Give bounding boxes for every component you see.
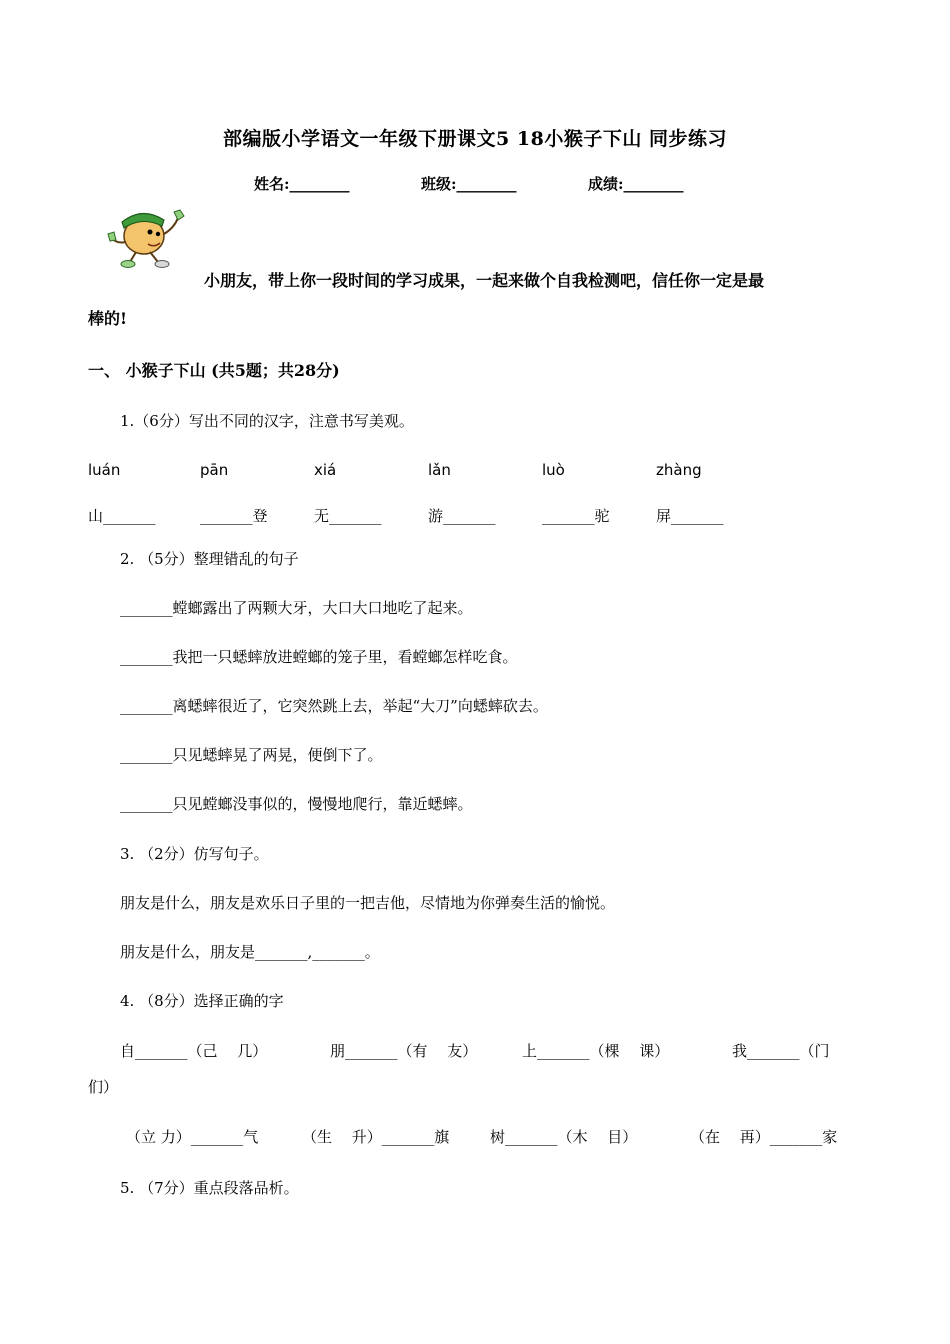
question-2-prompt: 2. （5分）整理错乱的句子: [120, 550, 299, 568]
question-3-prompt: 3. （2分）仿写句子。: [120, 845, 269, 863]
fill-blank-word[interactable]: _______登: [200, 507, 268, 525]
mascot-illustration: [106, 204, 188, 270]
question-1-prompt: 1.（6分）写出不同的汉字，注意书写美观。: [120, 412, 414, 430]
example-sentence: 朋友是什么，朋友是欢乐日子里的一把吉他，尽情地为你弹奏生活的愉悦。: [120, 894, 616, 912]
choice-item[interactable]: 上_______（棵 课）: [522, 1042, 670, 1060]
question-4-prompt: 4. （8分）选择正确的字: [120, 992, 284, 1010]
fill-blank-word[interactable]: 无_______: [314, 507, 382, 525]
intro-line-1: 小朋友，带上你一段时间的学习成果，一起来做个自我检测吧，信任你一定是最: [204, 271, 765, 290]
class-field[interactable]: 班级:________: [421, 175, 517, 193]
section-heading: 一、 小猴子下山 (共5题；共28分): [88, 361, 340, 380]
intro-line-2: 棒的!: [88, 309, 128, 328]
choice-item[interactable]: 朋_______（有 友）: [330, 1042, 478, 1060]
choice-item[interactable]: 自_______（己 几）: [120, 1042, 268, 1060]
question-5-prompt: 5. （7分）重点段落品析。: [120, 1179, 299, 1197]
fill-blank-word[interactable]: 屏_______: [656, 507, 724, 525]
imitation-sentence[interactable]: 朋友是什么，朋友是_______,_______。: [120, 943, 380, 961]
choice-item[interactable]: （在 再）_______家: [690, 1128, 838, 1146]
pinyin-item: xiá: [314, 461, 337, 479]
ordering-sentence[interactable]: _______螳螂露出了两颗大牙，大口大口地吃了起来。: [120, 599, 473, 617]
choice-item[interactable]: 我_______（门: [732, 1042, 830, 1060]
fill-blank-word[interactable]: _______驼: [542, 507, 610, 525]
ordering-sentence[interactable]: _______只见蟋蟀晃了两晃，便倒下了。: [120, 746, 383, 764]
choice-item[interactable]: （生 升）_______旗: [302, 1128, 450, 1146]
score-field[interactable]: 成绩:________: [588, 175, 684, 193]
pinyin-item: luò: [542, 461, 565, 479]
fill-blank-word[interactable]: 山_______: [88, 507, 156, 525]
choice-item[interactable]: 树_______（木 目）: [490, 1128, 638, 1146]
page-title: 部编版小学语文一年级下册课文5 18小猴子下山 同步练习: [223, 128, 727, 150]
choice-item[interactable]: （立 力）_______气: [126, 1128, 259, 1146]
pinyin-item: lǎn: [428, 461, 451, 479]
pinyin-item: zhàng: [656, 461, 702, 479]
ordering-sentence[interactable]: _______我把一只蟋蟀放进螳螂的笼子里，看螳螂怎样吃食。: [120, 648, 518, 666]
pinyin-item: pān: [200, 461, 229, 479]
fill-blank-word[interactable]: 游_______: [428, 507, 496, 525]
choice-item-continued: 们）: [88, 1078, 119, 1096]
ordering-sentence[interactable]: _______离蟋蟀很近了，它突然跳上去，举起“大刀”向蟋蟀砍去。: [120, 697, 548, 715]
pinyin-item: luán: [88, 461, 121, 479]
name-field[interactable]: 姓名:________: [254, 175, 350, 193]
ordering-sentence[interactable]: _______只见螳螂没事似的，慢慢地爬行，靠近蟋蟀。: [120, 795, 473, 813]
